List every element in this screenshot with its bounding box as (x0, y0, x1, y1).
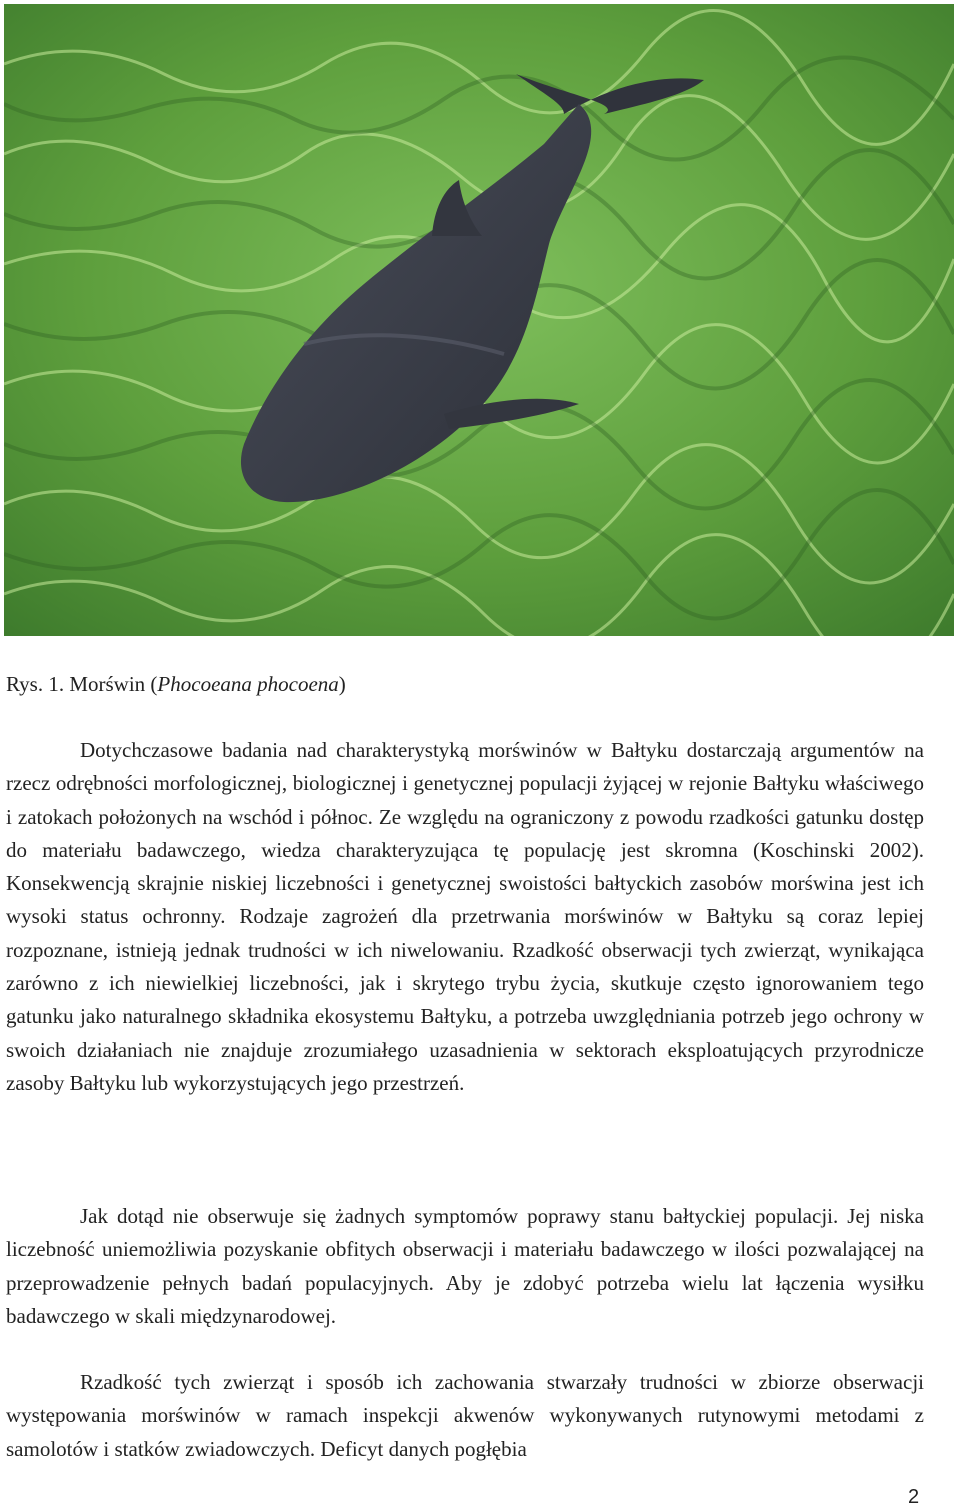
porpoise-photo (4, 4, 954, 636)
figure-caption (6, 672, 346, 697)
paragraph-2: Jak dotąd nie obserwuje się żadnych symptomów poprawy stanu bałtyckiej populacji. Jej niska liczebność uniemożliwia pozyskanie obfitych obserwacji i materiału badawczego w ilości pozwalającej na przeprowadzenie pełnych badań populacyjnych. Aby je zdobyć potrzeba wielu lat łączenia wysiłku badawczego w skali międzynarodowej. (6, 1204, 924, 1328)
page-number: 2 (908, 1486, 920, 1508)
paragraph-3: Rzadkość tych zwierząt i sposób ich zachowania stwarzały trudności w zbiorze obserwacji występowania morświnów w ramach inspekcji akwenów wykonywanych rutynowymi metodami z samolotów i statków zwiadowczych. Deficyt danych pogłębia (6, 1370, 924, 1461)
caption-latin-name: Phocoeana phocoena (157, 672, 339, 696)
caption-prefix: Rys. 1. Morświn ( (6, 672, 158, 696)
caption-suffix: ) (338, 672, 346, 696)
paragraph-1: Dotychczasowe badania nad charakterystyką morświnów w Bałtyku dostarczają argumentów na rzecz odrębności morfologicznej, biologicznej i genetycznej populacji żyjącej w rejonie Bałtyku właściwego i zatokach położonych na wschód i północ. Ze względu na ograniczony z powodu rzadkości gatunku dostęp do materiału badawczego, wiedza charakteryzująca tę populację jest skromna (Koschinski 2002). Konsekwencją skrajnie niskiej liczebności i genetycznej swoistości bałtyckich zasobów morświna jest ich wysoki status ochronny. Rodzaje zagrożeń dla przetrwania morświnów w Bałtyku są coraz lepiej rozpoznane, istnieją jednak trudności w ich niwelowaniu. Rzadkość obserwacji tych zwierząt, wynikająca zarówno z ich niewielkiej liczebności, jak i skrytego trybu życia, skutkuje często ignorowaniem tego gatunku jako naturalnego składnika ekosystemu Bałtyku, a potrzeba uwzględniania potrzeb jego ochrony w swoich działaniach nie znajduje zrozumiałego uzasadnienia w sektorach eksploatujących przyrodnicze zasoby Bałtyku lub wykorzystujących jego przestrzeń. (6, 738, 924, 1095)
